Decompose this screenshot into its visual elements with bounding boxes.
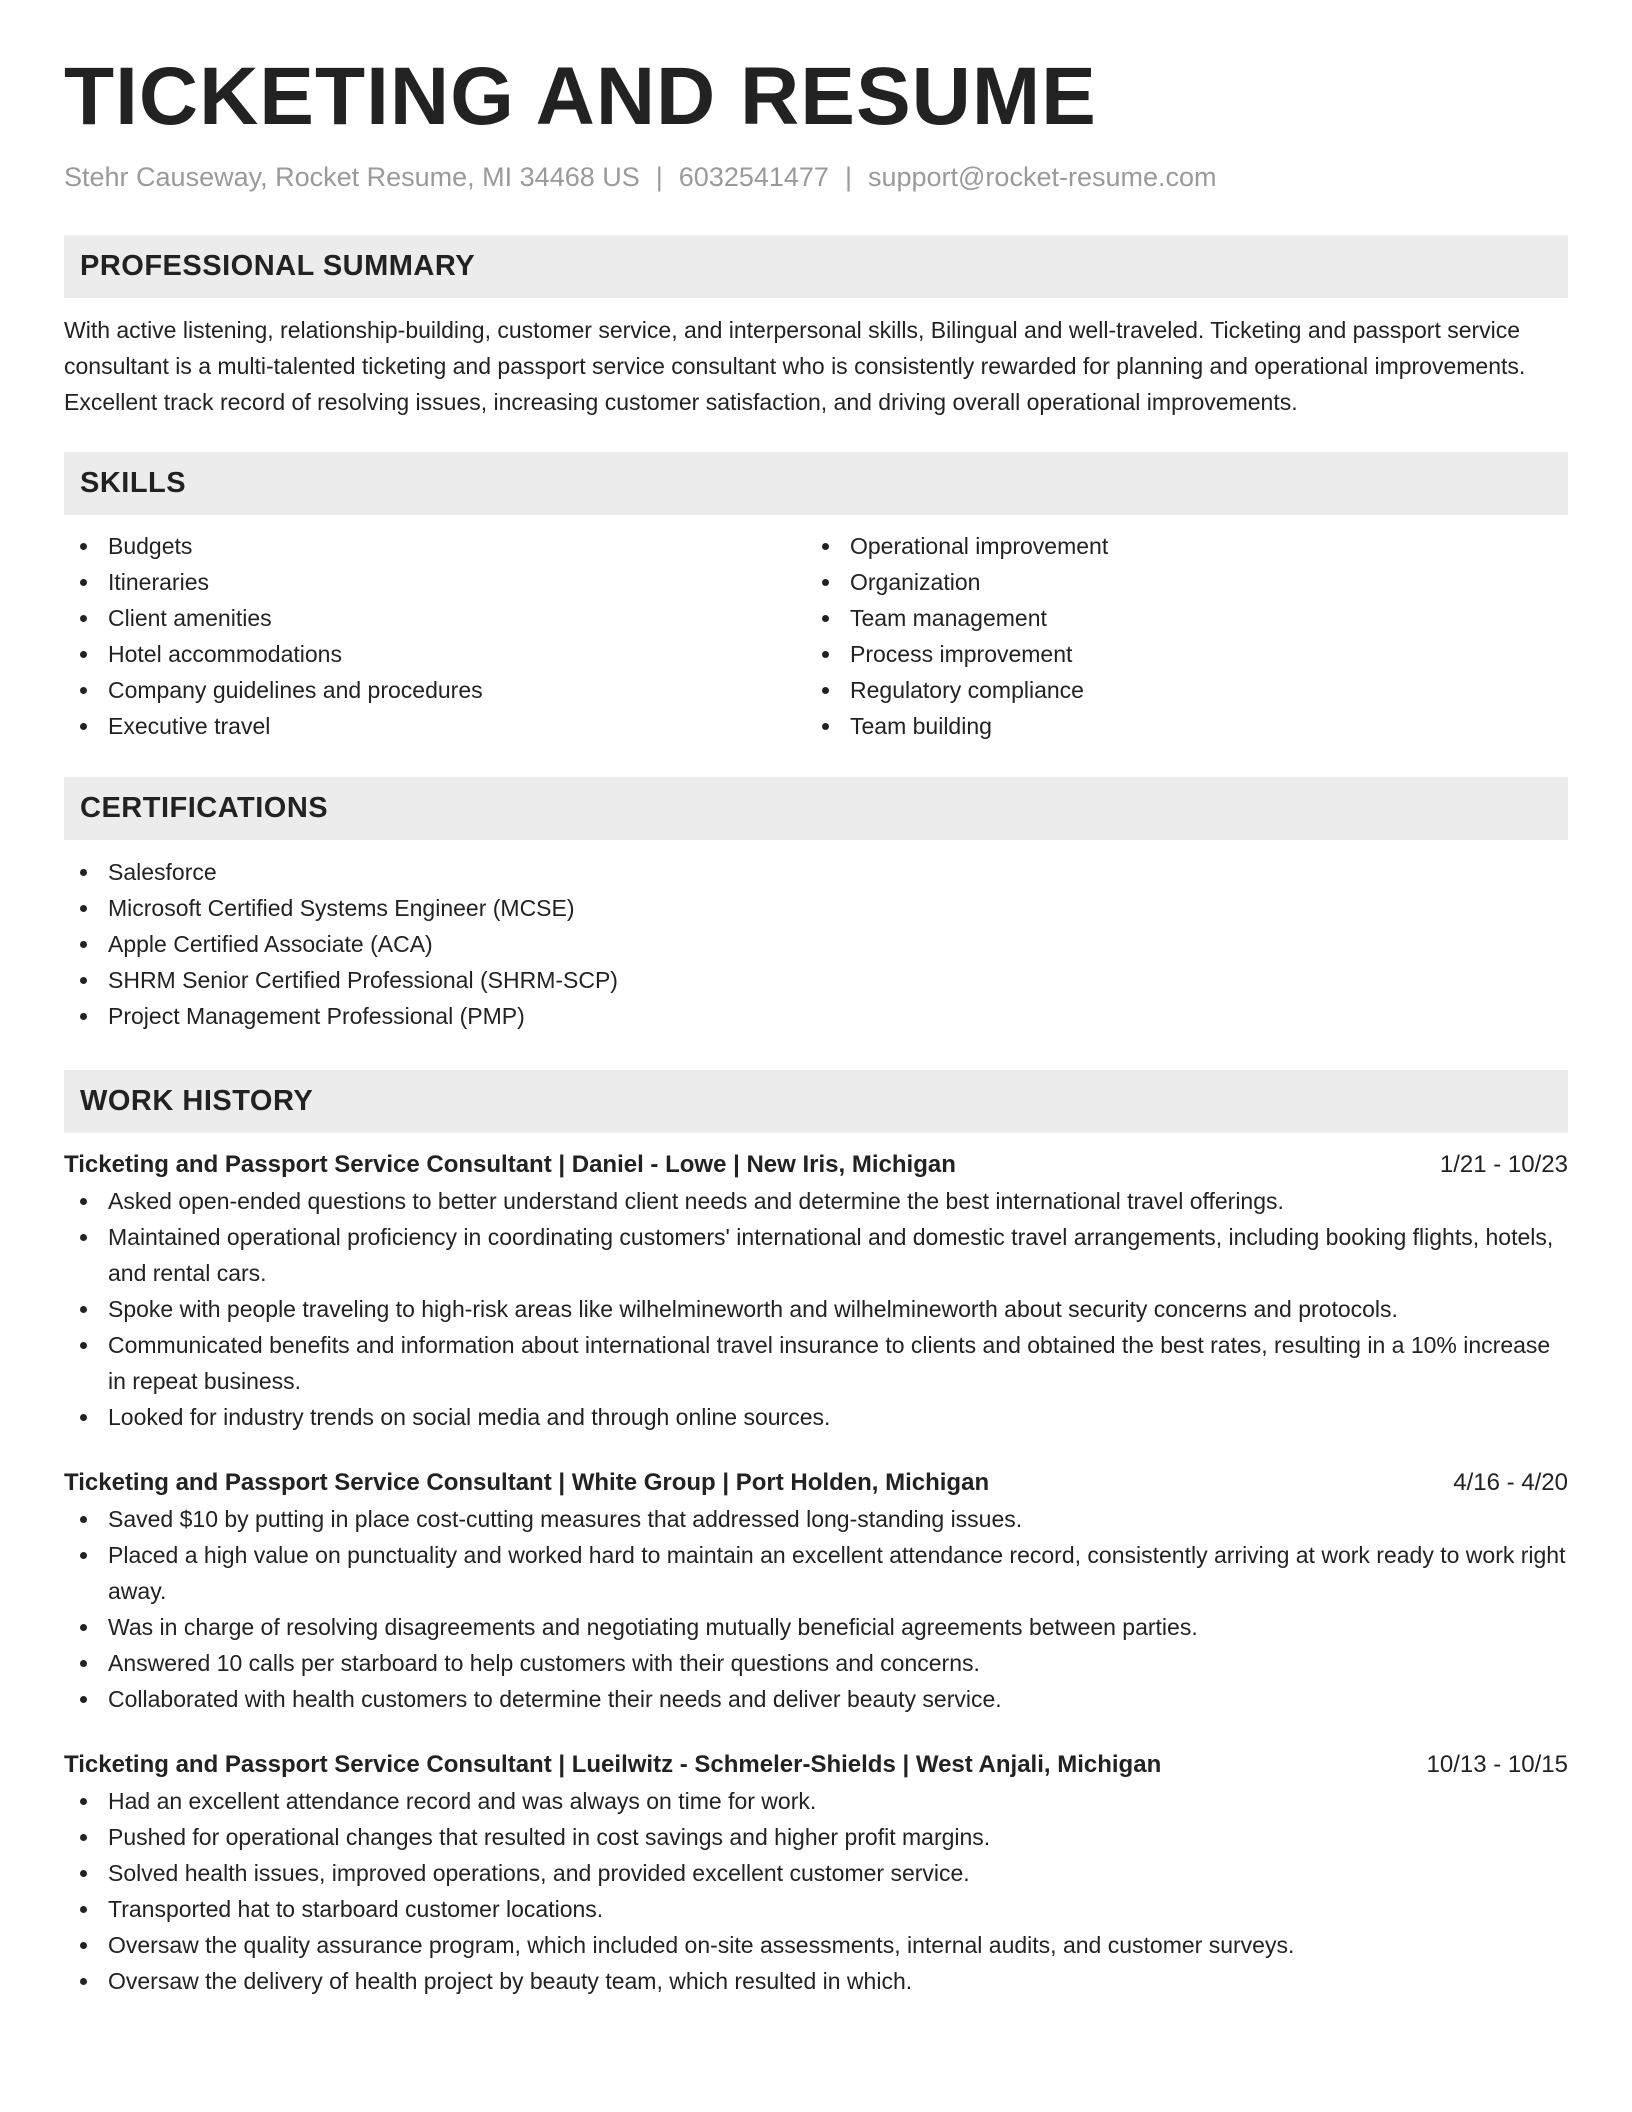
certifications-list [64,854,1568,1034]
job-duty-item: Asked open-ended questions to better understand client needs and determine the best international travel offerings. [64,1183,1568,1219]
section-heading-certifications: CERTIFICATIONS [64,777,1568,840]
job-dates: 10/13 - 10/15 [1426,1751,1568,1779]
contact-email: support@rocket-resume.com [867,162,1217,193]
job-header [64,1147,1568,1183]
job-entry [64,1747,1568,1999]
job-duty-item: Solved health issues, improved operations, and provided excellent customer service. [64,1855,1568,1891]
contact-separator: | [844,162,852,193]
job-header [64,1747,1568,1783]
certification-item: Project Management Professional (PMP) [64,998,1568,1034]
skills-column-right [806,528,1548,744]
job-duty-item: Transported hat to starboard customer locations. [64,1891,1568,1927]
job-dates: 4/16 - 4/20 [1453,1469,1568,1497]
job-entry [64,1465,1568,1717]
job-duty-item: Spoke with people traveling to high-risk areas like wilhelmineworth and wilhelmineworth about security concerns and protocols. [64,1291,1568,1327]
certification-item: SHRM Senior Certified Professional (SHRM-SCP) [64,962,1568,998]
job-duty-item: Was in charge of resolving disagreements and negotiating mutually beneficial agreements between parties. [64,1609,1568,1645]
certification-item: Apple Certified Associate (ACA) [64,926,1568,962]
job-duty-item: Saved $10 by putting in place cost-cutting measures that addressed long-standing issues. [64,1501,1568,1537]
section-heading-work-history: WORK HISTORY [64,1070,1568,1133]
certification-item: Salesforce [64,854,1568,890]
contact-line [64,160,1568,195]
job-duty-item: Oversaw the quality assurance program, which included on-site assessments, internal audits, and customer surveys. [64,1927,1568,1963]
job-duty-item: Looked for industry trends on social media and through online sources. [64,1399,1568,1435]
candidate-name: TICKETING AND RESUME [64,51,1097,142]
contact-phone: 6032541477 [678,162,829,193]
skill-item: Company guidelines and procedures [64,672,806,708]
job-duty-item: Communicated benefits and information about international travel insurance to clients and obtained the best rates, resulting in a 10% increase in repeat business. [64,1327,1568,1399]
skill-item: Team management [806,600,1548,636]
skill-item: Process improvement [806,636,1548,672]
job-duty-item: Collaborated with health customers to determine their needs and deliver beauty service. [64,1681,1568,1717]
job-duty-item: Had an excellent attendance record and was always on time for work. [64,1783,1568,1819]
skill-item: Team building [806,708,1548,744]
skill-item: Budgets [64,528,806,564]
job-header [64,1465,1568,1501]
skills-column-left [64,528,806,744]
job-duties-list [64,1183,1568,1435]
job-title: Ticketing and Passport Service Consultant | White Group | Port Holden, Michigan [64,1469,990,1497]
certification-item: Microsoft Certified Systems Engineer (MCSE) [64,890,1568,926]
job-duties-list [64,1501,1568,1717]
contact-address: Stehr Causeway, Rocket Resume, MI 34468 US [64,162,640,193]
skills-list [64,528,1568,744]
summary-text: With active listening, relationship-building, customer service, and interpersonal skills, Bilingual and well-traveled. Ticketing and passport service consultant is a multi-talented ticketing and passport service consultant who is consistently rewarded for planning and operational improvements. Excellent track record of resolving issues, increasing customer satisfaction, and driving overall operational improvements. [64,317,1526,416]
job-duty-item: Maintained operational proficiency in coordinating customers' international and domestic travel arrangements, including booking flights, hotels, and rental cars. [64,1219,1568,1291]
contact-separator: | [655,162,663,193]
job-duty-item: Answered 10 calls per starboard to help customers with their questions and concerns. [64,1645,1568,1681]
skill-item: Hotel accommodations [64,636,806,672]
skill-item: Client amenities [64,600,806,636]
job-entry [64,1147,1568,1435]
job-duty-item: Pushed for operational changes that resulted in cost savings and higher profit margins. [64,1819,1568,1855]
job-duty-item: Placed a high value on punctuality and worked hard to maintain an excellent attendance record, consistently arriving at work ready to work right away. [64,1537,1568,1609]
skill-item: Executive travel [64,708,806,744]
skill-item: Organization [806,564,1548,600]
job-duty-item: Oversaw the delivery of health project by beauty team, which resulted in which. [64,1963,1568,1999]
section-heading-skills: SKILLS [64,452,1568,515]
skill-item: Operational improvement [806,528,1548,564]
job-duties-list [64,1783,1568,1999]
job-title: Ticketing and Passport Service Consultant | Daniel - Lowe | New Iris, Michigan [64,1151,956,1179]
skill-item: Regulatory compliance [806,672,1548,708]
section-heading-summary: PROFESSIONAL SUMMARY [64,235,1568,298]
job-title: Ticketing and Passport Service Consultant | Lueilwitz - Schmeler-Shields | West Anjali, Michigan [64,1751,1162,1779]
skill-item: Itineraries [64,564,806,600]
job-dates: 1/21 - 10/23 [1439,1151,1568,1179]
